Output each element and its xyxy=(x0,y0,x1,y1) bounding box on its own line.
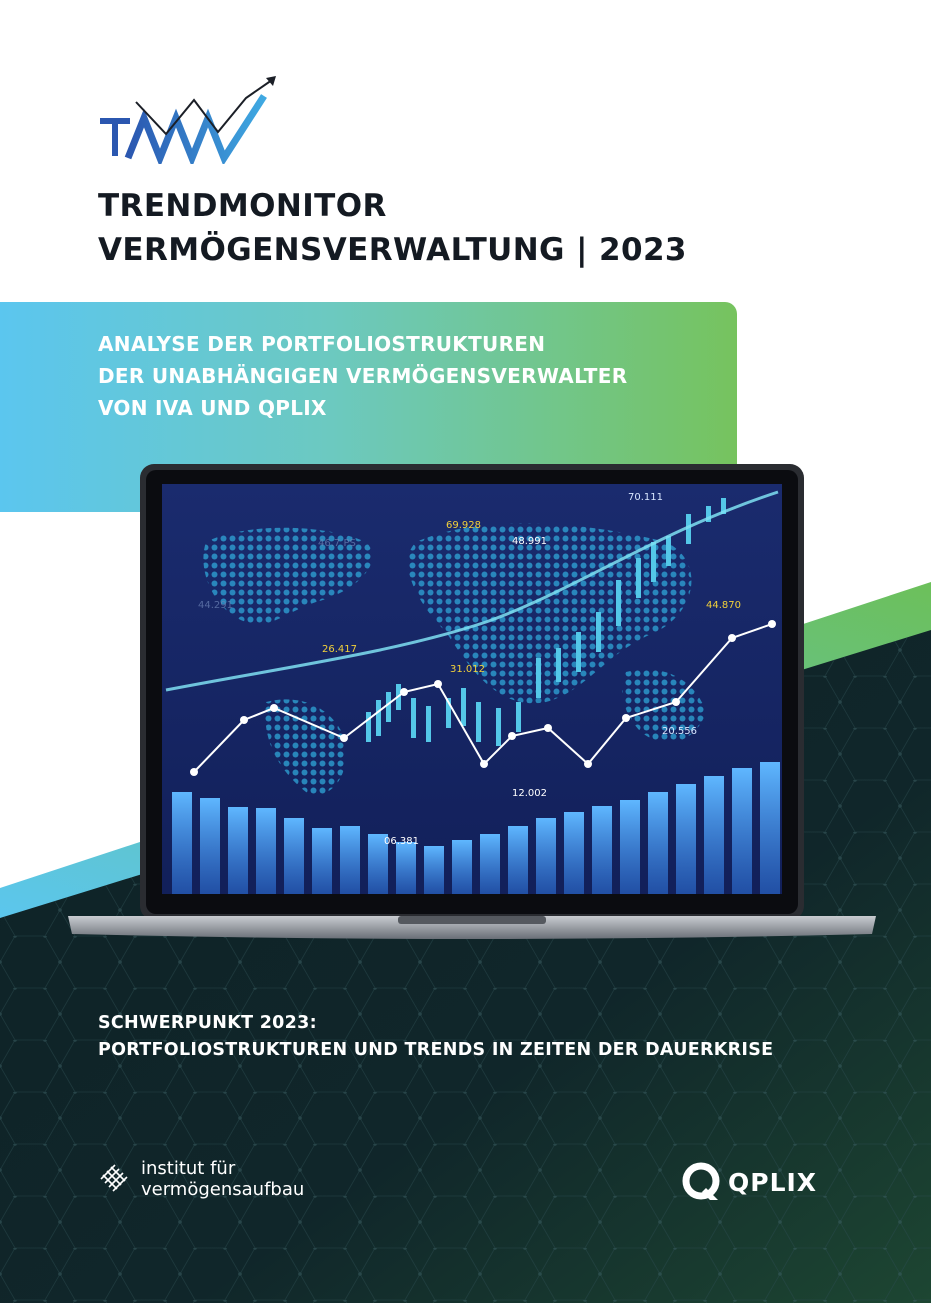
value-label: 06.381 xyxy=(384,836,419,847)
laptop-illustration xyxy=(66,462,878,942)
value-label: 48.991 xyxy=(512,536,547,547)
ifv-wordmark xyxy=(141,1158,304,1200)
value-label: 44.870 xyxy=(706,600,741,611)
ifv-line-2: vermögensaufbau xyxy=(141,1179,305,1200)
qplix-q-icon xyxy=(680,1160,724,1204)
ifv-line-1: institut für xyxy=(141,1158,236,1179)
title-line-1: TRENDMONITOR xyxy=(98,188,387,224)
value-label: 70.111 xyxy=(628,492,663,503)
focus-line-2: PORTFOLIOSTRUKTUREN UND TRENDS IN ZEITEN DER DAUERKRISE xyxy=(98,1040,774,1060)
value-label: 44.291 xyxy=(198,600,233,611)
subtitle-line-1: ANALYSE DER PORTFOLIOSTRUKTUREN xyxy=(98,332,546,356)
ifv-logo xyxy=(97,1158,304,1200)
value-label: 20.556 xyxy=(662,726,697,737)
focus-statement xyxy=(98,1010,773,1064)
title-line-2: VERMÖGENSVERWALTUNG | 2023 xyxy=(98,232,687,268)
value-label: 12.002 xyxy=(512,788,547,799)
value-label: 46.7 PS xyxy=(318,538,356,549)
value-label: 26.417 xyxy=(322,644,357,655)
ifv-diamond-icon xyxy=(97,1161,133,1197)
qplix-logo xyxy=(680,1160,817,1204)
value-label: 31.012 xyxy=(450,664,485,675)
qplix-wordmark: QPLIX xyxy=(728,1167,818,1197)
subtitle-line-3: VON IVA UND QPLIX xyxy=(98,396,327,420)
focus-line-1: SCHWERPUNKT 2023: xyxy=(98,1013,317,1033)
subtitle-line-2: DER UNABHÄNGIGEN VERMÖGENSVERWALTER xyxy=(98,364,628,388)
value-label: 69.928 xyxy=(446,520,481,531)
